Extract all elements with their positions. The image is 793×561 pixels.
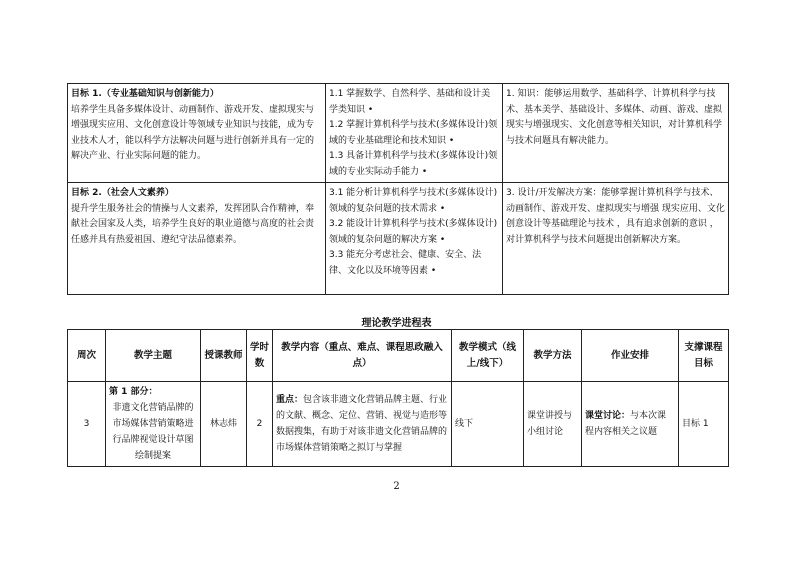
goal-cell xyxy=(68,84,326,183)
week-cell: 3 xyxy=(68,382,106,467)
objectives-table xyxy=(67,83,729,295)
table-row xyxy=(68,382,729,467)
goal-cell xyxy=(68,183,326,295)
header-homework: 作业安排 xyxy=(582,330,679,382)
objective-row xyxy=(68,84,729,183)
header-teacher: 授课教师 xyxy=(201,330,247,382)
content-label: 重点： xyxy=(276,395,304,405)
requirement-cell xyxy=(503,183,729,295)
topic-cell xyxy=(106,382,201,467)
goal-label: 目标 2.（社会人文素养） xyxy=(71,188,174,198)
page-number: 2 xyxy=(393,481,400,492)
header-method: 教学方法 xyxy=(524,330,582,382)
topic-part-label: 第 1 部分： xyxy=(109,387,158,397)
teacher-cell: 林志炜 xyxy=(201,382,247,467)
indicator-item: 1.3 具备计算机科学与技术(多媒体设计)领域的专业实际动手能力 • xyxy=(329,151,498,177)
content-text: 包含该非遗文化营销品牌主题、行业的文献、概念、定位、营销、视觉与造形等数据搜集，有助于对该非遗文化营销品牌的市场媒体营销策略之拟订与掌握 xyxy=(276,395,448,453)
schedule-header-row xyxy=(68,330,729,382)
indicator-item: 3.1 能分析计算机科学与技术(多媒体设计)领域的复杂问题的技术需求 • xyxy=(329,188,498,214)
homework-label: 课堂讨论： xyxy=(585,411,631,421)
topic-text: 非遗文化营销品牌的市场媒体营销策略进行品牌视觉设计草图绘制提案 xyxy=(112,403,194,461)
mode-cell: 线下 xyxy=(452,382,524,467)
header-content: 教学内容（重点、难点、课程思政融入点） xyxy=(273,330,452,382)
goal-label: 目标 1.（专业基础知识与创新能力） xyxy=(71,89,219,99)
method-cell: 课堂讲授与小组讨论 xyxy=(524,382,582,467)
header-objective: 支撑课程目标 xyxy=(679,330,729,382)
requirement-cell xyxy=(503,84,729,183)
objective-cell: 目标 1 xyxy=(679,382,729,467)
indicator-item: 3.3 能充分考虑社会、健康、安全、法律、文化以及环境等因素 • xyxy=(329,250,482,276)
requirement-text: 3. 设计/开发解决方案：能够掌握计算机科学与技术、动画制作、游戏开发、虚拟现实与增强 现实应用、文化创意设计等基础理论与技术 ，具有追求创新的意识 ，对计算机科学与技术问题提出创新解决方案。 xyxy=(506,188,725,245)
indicator-cell xyxy=(326,183,503,295)
homework-cell xyxy=(582,382,679,467)
indicator-item: 3.2 能设计计算机科学与技术(多媒体设计)领域的复杂问题的解决方案 • xyxy=(329,219,498,245)
indicator-item: 1.1 掌握数学、自然科学、基础和设计美学类知识 • xyxy=(329,89,491,115)
homework-text: 与本次课程内容相关之议题 xyxy=(585,411,667,437)
content-cell xyxy=(273,382,452,467)
objective-row xyxy=(68,183,729,295)
goal-text: 提升学生服务社会的情操与人文素养，发挥团队合作精神，奉献社会国家及人类，培养学生良好的职业道德与高度的社会责任感并具有热爱祖国、遵纪守法品德素养。 xyxy=(71,203,315,245)
header-topic: 教学主题 xyxy=(106,330,201,382)
header-week: 周次 xyxy=(68,330,106,382)
indicator-item: 1.2 掌握计算机科学与技术(多媒体设计)领域的专业基础理论和技术知识 • xyxy=(329,120,498,146)
header-hours: 学时数 xyxy=(247,330,273,382)
schedule-table xyxy=(67,329,729,467)
goal-text: 培养学生具备多媒体设计、动画制作、游戏开发、虚拟现实与增强现实应用、文化创意设计等领域专业知识与技能，成为专业技术人才，能以科学方法解决问题与进行创新并具有一定的解决产业、行业实际问题的能力。 xyxy=(71,104,315,161)
requirement-text: 1. 知识：能够运用数学、基础科学、计算机科学与技术、基本美学、基础设计、多媒体、动画、游戏、虚拟现实与增强现实、文化创意等相关知识，对计算机科学与技术问题具有解决能力。 xyxy=(506,89,723,146)
hours-cell: 2 xyxy=(247,382,273,467)
header-mode: 教学模式（线上/线下） xyxy=(452,330,524,382)
schedule-title: 理论教学进程表 xyxy=(361,318,432,329)
indicator-cell xyxy=(326,84,503,183)
